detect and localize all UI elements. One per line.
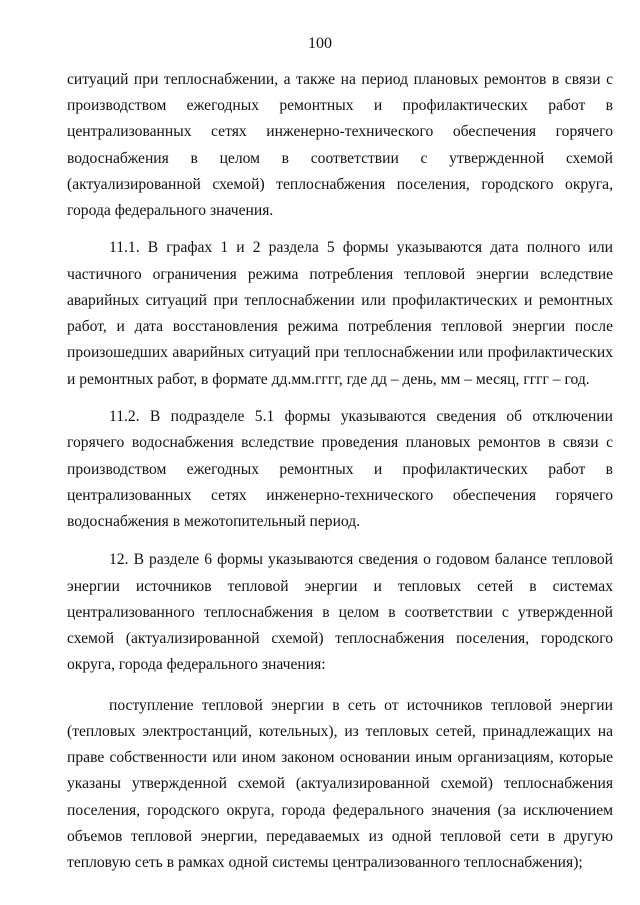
paragraph-12: 12. В разделе 6 формы указываются сведения о годовом балансе тепловой энергии источников тепловой энергии и тепловых сетей в системах централизованного теплоснабжения в целом в соответствии с утвержденной схемой (актуализированной схемой) теплоснабжения поселения, городского округа, города федерального значения: [67,551,613,674]
paragraph-11-2: 11.2. В подразделе 5.1 формы указываются сведения об отключении горячего водоснабжения вследствие проведения плановых ремонтов в связи с производством ежегодных ремонтных и профилактических работ в централизованных сетях инженерно-технического обеспечения горячего водоснабжения в межотопительный период. [67,408,613,531]
paragraph-heat-supply-intake: поступление тепловой энергии в сеть от источников тепловой энергии (тепловых электростанций, котельных), из тепловых сетей, принадлежащих на праве собственности или ином законом основании иным организациям, которые указаны утвержденной схемой (актуализированной схемой) теплоснабжения поселения, городского округа, города федерального значения (за исключением объемов тепловой энергии, передаваемых из одной тепловой сети в другую тепловую сеть в рамках одной системы централизованного теплоснабжения); [67,696,613,872]
page-number: 100 [308,35,332,52]
paragraph-11-1: 11.1. В графах 1 и 2 раздела 5 формы указываются дата полного или частичного ограничения режима потребления тепловой энергии вследствие аварийных ситуаций при теплоснабжении или профилактических и ремонтных работ, и дата восстановления режима потребления тепловой энергии после произошедших аварийных ситуаций при теплоснабжении или профилактических и ремонтных работ, в формате дд.мм.гггг, где дд – день, мм – месяц, гггг – год. [67,239,613,388]
document-body [67,67,613,877]
paragraph-continuation: ситуаций при теплоснабжении, а также на период плановых ремонтов в связи с производством ежегодных ремонтных и профилактических работ в централизованных сетях инженерно-технического обеспечения горячего водоснабжения в целом в соответствии с утвержденной схемой (актуализированной схемой) теплоснабжения поселения, городского округа, города федерального значения. [67,71,613,220]
